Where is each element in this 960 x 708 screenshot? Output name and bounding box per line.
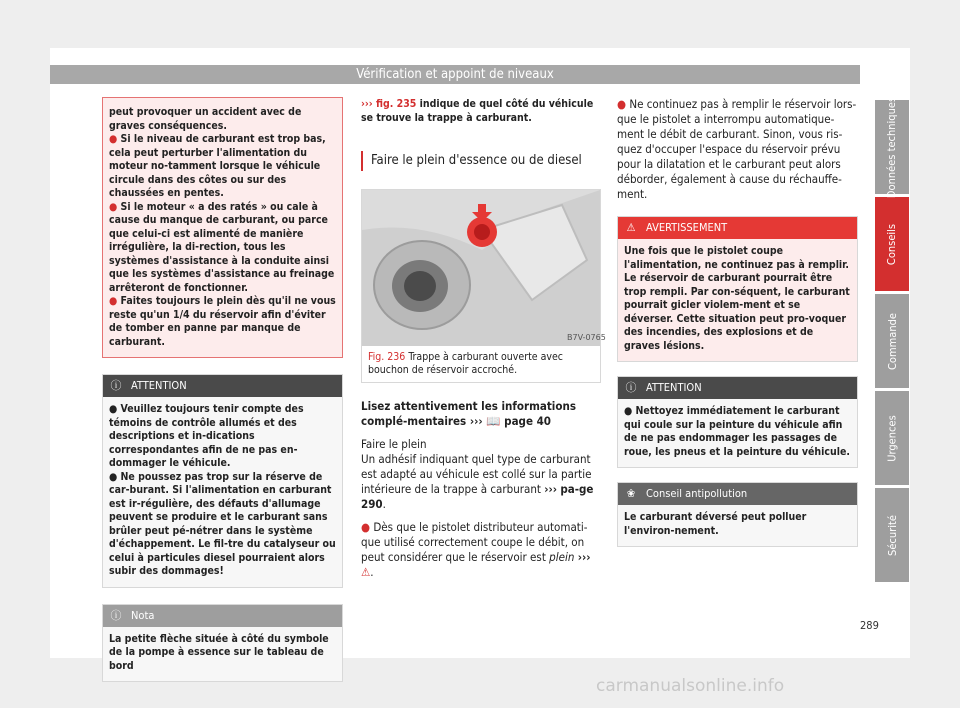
warning-box-continued xyxy=(102,97,343,358)
book-icon: 📖 xyxy=(486,414,501,428)
figure-236 xyxy=(361,189,606,383)
page-number: 289 xyxy=(860,619,879,632)
warning-triangle-icon: ⚠ xyxy=(361,565,371,579)
column-left xyxy=(102,97,343,682)
attention-box xyxy=(102,374,343,588)
nota-body: La petite flèche située à côté du symbole de la pompe à essence sur le tableau de bord xyxy=(103,627,342,682)
fuel-flap-illustration xyxy=(362,190,606,346)
environment-box xyxy=(617,482,858,547)
bullet-icon: ● xyxy=(109,133,121,145)
fig-label: Fig. 236 xyxy=(368,351,406,363)
attention-item: ● Ne poussez pas trop sur la réserve de car-burant. Si l'alimentation en carburant est ir-régulière, des défauts d'allumage peuvent se produire et le carburant sans brûler peut pé-nétrer dans le système d'échappement. Le fil-tre du catalyseur ou celui à particules diesel pourraient alors subir des dommages! xyxy=(109,470,336,577)
info-circle-icon: ⓘ xyxy=(625,381,637,394)
info-paragraph: Lisez attentivement les informations complé-mentaires ››› 📖 page 40 xyxy=(361,399,576,428)
attention-body xyxy=(618,399,857,467)
avertissement-header: ⚠ AVERTISSEMENT xyxy=(618,217,857,239)
attention-header: ⓘ ATTENTION xyxy=(618,377,857,399)
warning-triangle-icon: ⚠ xyxy=(626,221,636,234)
bullet-paragraph: ● Dès que le pistolet distributeur automati-que utilisé correctement coupe le débit, on peut considérer que le réservoir est plein ››› ⚠. xyxy=(361,520,591,579)
warning-intro: peut provoquer un accident avec de graves conséquences. xyxy=(109,106,302,132)
attention-box xyxy=(617,376,858,468)
chapter-tabs xyxy=(875,96,909,585)
bullet-icon: ● xyxy=(624,405,636,417)
attention-header: ⓘ ATTENTION xyxy=(103,375,342,397)
figure-reference xyxy=(361,97,601,125)
section-title: Faire le plein d'essence ou de diesel xyxy=(361,151,601,171)
info-circle-icon: ⓘ xyxy=(110,379,122,392)
info-square-icon: ⓘ xyxy=(110,608,122,622)
attention-body xyxy=(103,397,342,587)
attention-item: ● Nettoyez immédiatement le carburant qui coule sur la peinture du véhicule afin de ne pas endommager les passages de roue, les pneus et la peinture du véhicule. xyxy=(624,405,850,458)
ref-text: indique de quel côté du véhicule se trouve la trappe à carburant. xyxy=(361,98,594,124)
bullet-icon: ● xyxy=(617,97,630,111)
warning-item: ● Si le niveau de carburant est trop bas, cela peut perturber l'alimentation du moteur no-tamment lorsque le véhicule circule dans des côtes ou sur des chaussées en pentes. xyxy=(109,133,326,199)
avertissement-box xyxy=(617,216,858,362)
page-290-link[interactable]: pa-ge 290 xyxy=(361,482,594,511)
tab-urgences[interactable]: Urgences xyxy=(875,391,909,485)
bullet-icon: ● xyxy=(109,295,121,307)
bullet-icon: ● xyxy=(109,403,121,415)
warning-item: ● Si le moteur « a des ratés » ou cale à cause du manque de carburant, ou parce que celui-ci est alimenté de manière irrégulière, la di-rection, tous les systèmes d'assistance à la conduite ainsi que les systèmes d'assistance au freinage arrêteront de fonctionner. xyxy=(109,200,335,294)
bullet-icon: ● xyxy=(361,520,374,534)
attention-item: ● Veuillez toujours tenir compte des témoins de contrôle allumés et des descriptions et in-dications correspondantes afin de ne pas en-dommager le véhicule. xyxy=(109,403,304,469)
tab-donnees-techniques[interactable]: Données techniques xyxy=(875,100,909,194)
bullet-paragraph: ● Ne continuez pas à remplir le réservoir lors-que le pistolet a interrompu automatique-ment le débit de carburant. Sinon, vous ris-quez d'occuper l'espace du réservoir prévu pour la dilatation et le carburant peut alors déborder, également à cause du réchauffe-ment. xyxy=(617,97,857,201)
nota-header: ⓘ Nota xyxy=(103,605,342,627)
fig-caption-text: Trappe à carburant ouverte avec bouchon de réservoir accroché. xyxy=(368,351,563,376)
fuel-flap-image xyxy=(362,190,606,346)
bullet-icon: ● xyxy=(109,200,121,213)
tab-conseils[interactable]: Conseils xyxy=(875,197,909,291)
fig-235-link[interactable]: fig. 235 xyxy=(375,98,417,110)
figure-caption xyxy=(362,346,600,382)
avertissement-body: Une fois que le pistolet coupe l'alimentation, ne continuez pas à remplir. Le réservoir de carburant pourrait être trop rempli. Par con-séquent, le carburant pourrait gicler violem-ment et se déverser. Cette situation peut pro-voquer des incendies, des explosions et de graves lésions. xyxy=(618,239,857,361)
body-text xyxy=(361,399,601,580)
leaf-icon: ❀ xyxy=(626,487,636,500)
warning-item: ● Faites toujours le plein dès qu'il ne vous reste qu'un 1/4 du réservoir afin d'éviter de tomber en panne par manque de carburant. xyxy=(109,295,336,348)
environment-body: Le carburant déversé peut polluer l'environ-nement. xyxy=(618,505,857,546)
tab-commande[interactable]: Commande xyxy=(875,294,909,388)
column-right xyxy=(617,97,858,547)
paragraph: Un adhésif indiquant quel type de carburant est adapté au véhicule est collé sur la partie intérieure de la trappe à carburant ››› pa-ge 290. xyxy=(361,452,594,511)
column-middle xyxy=(361,97,606,580)
page-header: Vérification et appoint de niveaux xyxy=(50,65,860,84)
image-code: B7V-0765 xyxy=(567,333,606,342)
page-40-link[interactable]: page 40 xyxy=(504,414,551,428)
environment-header: ❀ Conseil antipollution xyxy=(618,483,857,505)
tab-securite[interactable]: Sécurité xyxy=(875,488,909,582)
bullet-icon: ● xyxy=(109,470,121,483)
ref-arrows: ››› xyxy=(361,98,373,110)
footer-watermark: carmanualsonline.info xyxy=(596,676,785,696)
nota-box xyxy=(102,604,343,683)
subheading: Faire le plein xyxy=(361,437,427,451)
